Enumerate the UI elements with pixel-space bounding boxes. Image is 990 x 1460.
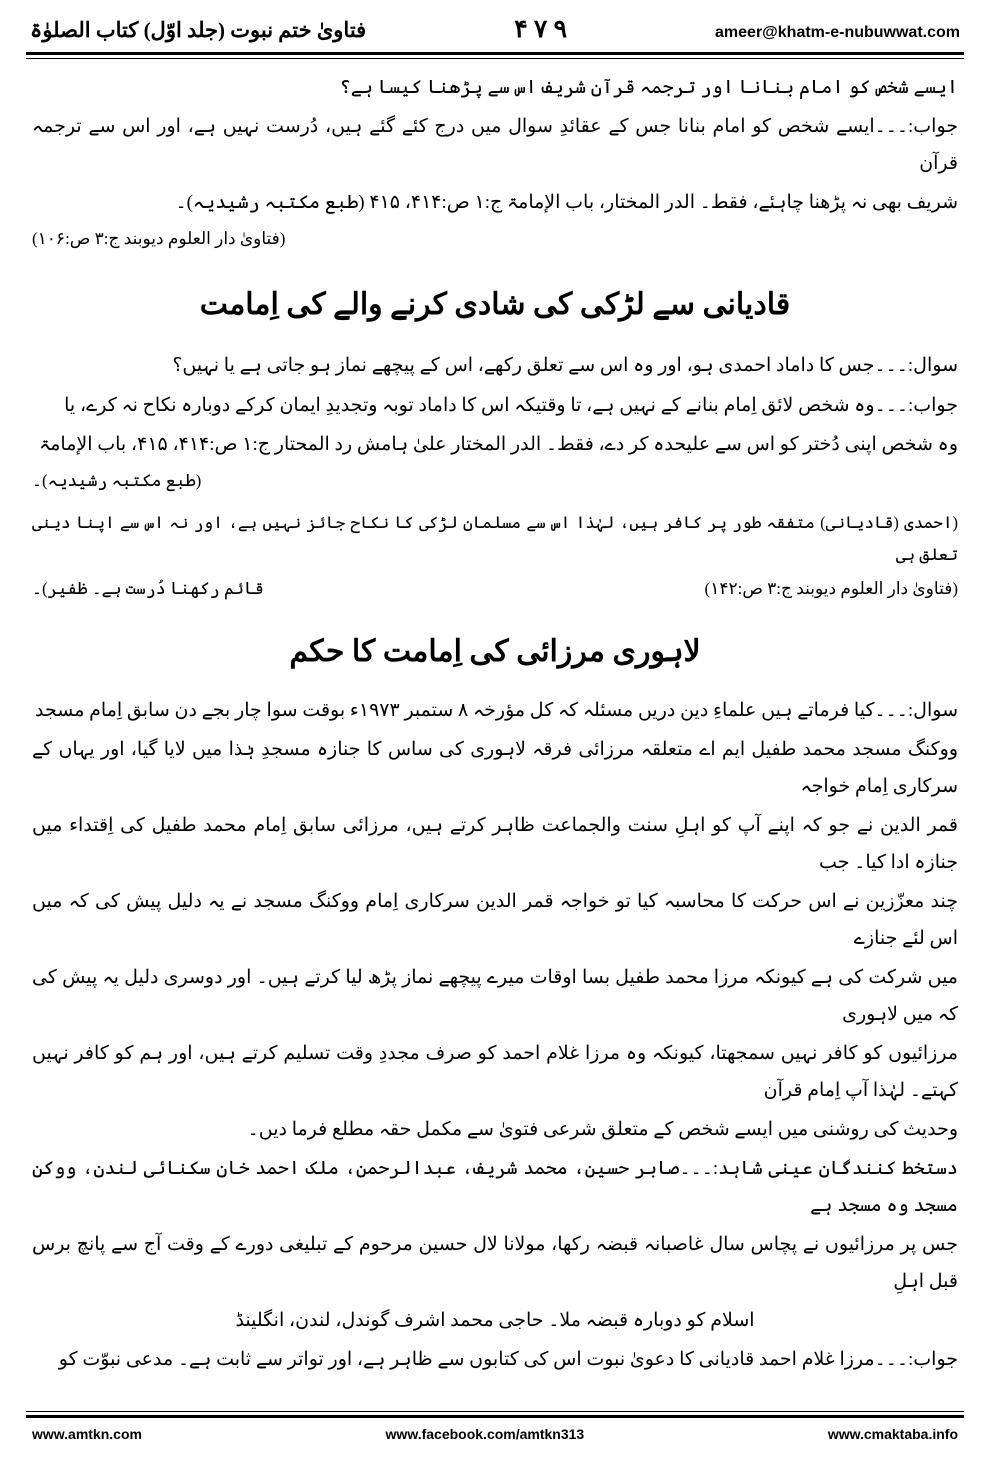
answer-two-line-2: وہ شخص اپنی دُختر کو اس سے علیحدہ کر دے، فقط۔ الدر المختار علیٰ ہامش رد المحتار ج:۱ ص:۴۱۴، ۴۱۵، باب الإمامۃ [39, 433, 958, 455]
answer-one-line-1: جواب:۔۔۔ایسے شخص کو امام بنانا جس کے عقائدِ سوال میں درج کئے گئے ہیں، دُرست نہیں ہے، اور اس سے ترجمہ قرآن [32, 116, 958, 175]
header-page-number: ۹ ۷ ۴ [514, 16, 568, 43]
footer-link-cmaktaba[interactable]: www.cmaktaba.info [827, 1426, 958, 1442]
question-three-line-1: سوال:۔۔۔کیا فرماتے ہیں علماءِ دین دریں مسئلہ کہ کل مؤرخہ ۸ ستمبر ۱۹۷۳ء بوقت سوا چار بجے دن سابق اِمام مسجد [35, 699, 958, 721]
answer-two-note-line-1: (احمدی (قادیانی) متفقہ طور پر کافر ہیں، لہٰذا اس سے مسلمان لڑکی کا نکاح جائز نہیں ہے، اور نہ اس سے اپنا دینی تعلق ہی [32, 512, 958, 565]
page-content [26, 59, 964, 1378]
question-three-line-4: چند معزّزین نے اس حرکت کا محاسبہ کیا تو خواجہ قمر الدین سرکاری اِمام ووکنگ مسجد نے یہ دلیل پیش کی کہ میں اس لئے جنازے [32, 890, 958, 949]
header-book-title: فتاویٰ ختم نبوت (جلد اوّل) کتاب الصلوٰۃ [30, 18, 367, 42]
page-footer [26, 1424, 964, 1442]
section-heading-marriage-imamat: قادیانی سے لڑکی کی شادی کرنے والے کی اِمامت [199, 288, 791, 322]
answer-two-reference: (فتاویٰ دار العلوم دیوبند ج:۳ ص:۱۴۲) [704, 579, 958, 599]
question-three-line-3: قمر الدین نے جو کہ اپنے آپ کو اہلِ سنت والجماعت ظاہر کرتے ہیں، مرزائی سابق اِمام محمد طفیل کی اِقتداء میں جنازہ ادا کیا۔ جب [32, 814, 958, 873]
footer-divider [26, 1411, 964, 1418]
signatories-line-2: جس پر مرزائیوں نے پچاس سال غاصبانہ قبضہ رکھا، مولانا لال حسین مرحوم کے تبلیغی دورے کے وقت آج سے پانچ برس قبل اہلِ [32, 1234, 958, 1293]
footer-link-amtkn[interactable]: www.amtkn.com [32, 1426, 142, 1442]
section-heading-lahori-mirzai-imamat: لاہوری مرزائی کی اِمامت کا حکم [289, 634, 701, 668]
question-two: سوال:۔۔۔جس کا داماد احمدی ہو، اور وہ اس سے تعلق رکھے، اس کے پیچھے نماز ہو جاتی ہے یا نہیں؟ [172, 355, 958, 377]
header-divider [26, 52, 964, 59]
page-header [26, 0, 964, 50]
question-three-line-2: ووکنگ مسجد محمد طفیل ایم اے متعلقہ مرزائی فرقہ لاہوری کی ساس کا جنازہ مسجدِ ہٰذا میں لایا گیا، اور یہاں کے سرکاری اِمام خواجہ [32, 738, 958, 797]
answer-two-line-3: (طبع مکتبہ رشیدیہ)۔ [32, 470, 202, 490]
question-three-line-5: میں شرکت کی ہے کیونکہ مرزا محمد طفیل بسا اوقات میرے پیچھے نماز پڑھ لیا کرتے ہیں۔ اور دوسری دلیل یہ پیش کی کہ میں لاہوری [32, 966, 958, 1025]
signatories-line-3: اسلام کو دوبارہ قبضہ ملا۔ حاجی محمد اشرف گوندل، لندن، انگلینڈ [235, 1310, 755, 1332]
footer-link-facebook[interactable]: www.facebook.com/amtkn313 [385, 1426, 585, 1442]
question-three-line-6: مرزائیوں کو کافر نہیں سمجھتا، کیونکہ وہ مرزا غلام احمد کو صرف مجددِ وقت تسلیم کرتے ہیں، اور ہم کو کافر نہیں کہتے۔ لہٰذا آپ اِمام قرآن [32, 1042, 958, 1102]
answer-two-note-line-2-row [32, 573, 958, 605]
answer-three-line-1: جواب:۔۔۔مرزا غلام احمد قادیانی کا دعویٰ نبوت اس کی کتابوں سے ظاہر ہے، اور تواتر سے ثابت ہے۔ مدعی نبوّت کو [58, 1349, 958, 1371]
answer-two-line-1: جواب:۔۔۔وہ شخص لائق اِمام بنانے کے نہیں ہے، تا وقتیکہ اس کا داماد توبہ وتجدیدِ ایمان کرکے دوبارہ نکاح نہ کرے، یا [64, 394, 958, 416]
question-one-tail: ایسے شخص کو امام بنانا اور ترجمہ قرآن شریف اس سے پڑھنا کیسا ہے؟ [339, 77, 958, 98]
page-footer-wrap [26, 1411, 964, 1442]
answer-one-line-2: شریف بھی نہ پڑھنا چاہئے، فقط۔ الدر المختار، باب الإمامۃ ج:۱ ص:۴۱۴، ۴۱۵ (طبع مکتبہ رشیدیہ)۔ [175, 192, 958, 214]
signatories-line-1: دستخط کنندگان عینی شاہد:۔۔۔صابر حسین، محمد شریف، عبدالرحمن، ملک احمد خان سکنائی لندن، ووکن مسجد وہ مسجد ہے [32, 1158, 958, 1217]
answer-two-note-line-2: قائم رکھنا دُرست ہے۔ ظفیر)۔ [32, 579, 264, 599]
question-three-line-7: وحدیث کی روشنی میں ایسے شخص کے متعلق شرعی فتویٰ سے مکمل حقہ مطلع فرما دیں۔ [247, 1119, 958, 1141]
spacer [32, 499, 958, 507]
header-email: ameer@khatm-e-nubuwwat.com [715, 24, 960, 41]
answer-one-reference: (فتاویٰ دار العلوم دیوبند ج:۳ ص:۱۰۶) [32, 229, 286, 249]
